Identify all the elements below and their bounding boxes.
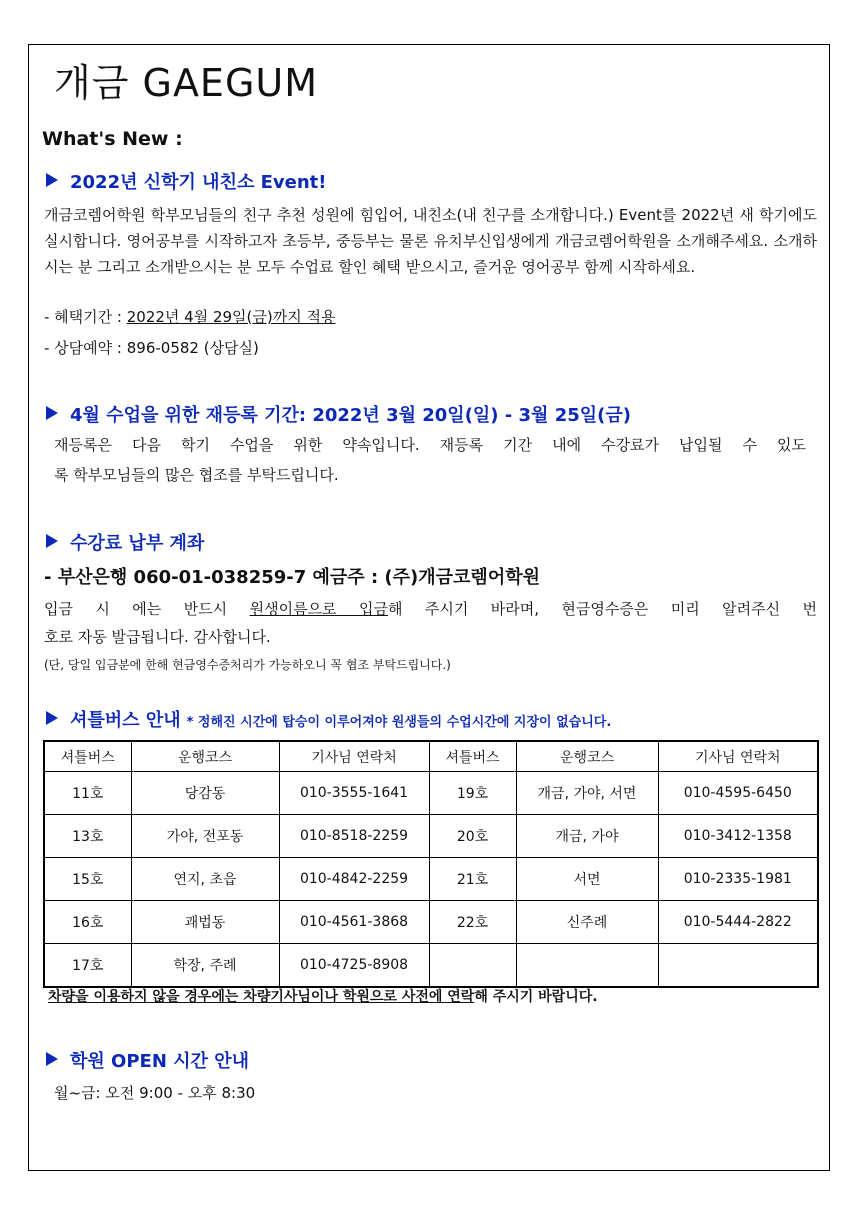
event-period: - 혜택기간 : 2022년 4월 29일(금)까지 적용 <box>44 308 336 326</box>
table-cell: 21호 <box>429 858 516 901</box>
table-cell: 신주례 <box>516 901 658 944</box>
table-cell: 서면 <box>516 858 658 901</box>
table-cell: 16호 <box>44 901 131 944</box>
open-hours-heading-text: 학원 OPEN 시간 안내 <box>70 1051 249 1072</box>
table-cell: 010-4725-8908 <box>279 944 429 988</box>
table-cell: 010-3555-1641 <box>279 772 429 815</box>
payment-note: (단, 당일 입금분에 한해 현금영수증처리가 가능하오니 꼭 협조 부탁드립니다.) <box>44 658 451 672</box>
table-cell: 19호 <box>429 772 516 815</box>
table-cell: 010-3412-1358 <box>658 815 818 858</box>
payment-body: 입금 시 에는 반드시 원생이름으로 입금해 주시기 바라며, 현금영수증은 미리 알려주신 번 <box>44 600 817 618</box>
table-cell: 010-4595-6450 <box>658 772 818 815</box>
table-cell: 010-5444-2822 <box>658 901 818 944</box>
table-row <box>44 901 818 944</box>
event-body-text: 개금코렘어학원 학부모님들의 친구 추천 성원에 힘입어, 내친소(내 친구를 소개합니다.) Event를 2022년 새 학기에도 실시합니다. 영어공부를 시작하고자 초등부, 중등부는 물론 유치부신입생에게 개금코렘어학원을 소개해주세요. 소개하시는 분 그리고 소개받으시는 분 모두 수업료 할인 혜택 받으시고, 즐거운 영어공부 함께 시작하세요. <box>44 206 817 276</box>
table-cell: 15호 <box>44 858 131 901</box>
reregistration-heading-text: 4월 수업을 위한 재등록 기간: 2022년 3월 20일(일) - 3월 25일(금) <box>70 405 631 426</box>
reregistration-heading <box>46 401 631 427</box>
event-contact: - 상담예약 : 896-0582 (상담실) <box>44 339 259 357</box>
table-cell: 17호 <box>44 944 131 988</box>
reregistration-body: 재등록은 다음 학기 수업을 위한 약속입니다. 재등록 기간 내에 수강료가 납입될 수 있도 <box>54 436 806 454</box>
open-hours-heading <box>46 1047 249 1073</box>
table-cell: 010-2335-1981 <box>658 858 818 901</box>
table-cell: 13호 <box>44 815 131 858</box>
whats-new-label: What's New : <box>42 128 183 150</box>
shuttle-heading-text: 셔틀버스 안내 <box>70 710 181 731</box>
table-cell: 010-4842-2259 <box>279 858 429 901</box>
reregistration-body-last: 록 학부모님들의 많은 협조를 부탁드립니다. <box>54 466 339 484</box>
table-row <box>44 944 818 988</box>
shuttle-table <box>43 740 819 988</box>
table-cell: 20호 <box>429 815 516 858</box>
table-cell <box>516 944 658 988</box>
triangle-bullet-icon <box>46 534 58 548</box>
triangle-bullet-icon <box>46 711 58 725</box>
triangle-bullet-icon <box>46 406 58 420</box>
table-cell: 개금, 가야 <box>516 815 658 858</box>
bank-account: - 부산은행 060-01-038259-7 예금주 : (주)개금코렘어학원 <box>44 567 540 588</box>
table-cell: 11호 <box>44 772 131 815</box>
shuttle-note: * 정해진 시간에 탑승이 이루어져야 원생들의 수업시간에 지장이 없습니다. <box>186 715 612 730</box>
table-row <box>44 815 818 858</box>
column-header: 셔틀버스 <box>44 741 131 772</box>
table-cell: 010-8518-2259 <box>279 815 429 858</box>
table-cell <box>658 944 818 988</box>
shuttle-table-header <box>44 741 818 772</box>
table-cell <box>429 944 516 988</box>
table-cell: 학장, 주례 <box>131 944 279 988</box>
event-period-value: 2022년 4월 29일(금)까지 적용 <box>126 308 336 326</box>
event-body <box>44 202 817 280</box>
triangle-bullet-icon <box>46 1052 58 1066</box>
table-cell: 당감동 <box>131 772 279 815</box>
column-header: 운행코스 <box>516 741 658 772</box>
table-cell: 010-4561-3868 <box>279 901 429 944</box>
event-heading-text: 2022년 신학기 내친소 Event! <box>70 172 327 193</box>
shuttle-heading <box>46 706 611 732</box>
table-cell: 괘법동 <box>131 901 279 944</box>
payment-body-underlined: 원생이름으로 입금 <box>249 600 388 618</box>
shuttle-footer-note: 차량을 이용하지 않을 경우에는 차량기사님이나 학원으로 사전에 연락해 주시기 바랍니다. <box>48 989 598 1005</box>
column-header: 셔틀버스 <box>429 741 516 772</box>
column-header: 운행코스 <box>131 741 279 772</box>
table-cell: 개금, 가야, 서면 <box>516 772 658 815</box>
column-header: 기사님 연락처 <box>279 741 429 772</box>
payment-heading <box>46 529 204 555</box>
table-cell: 연지, 초읍 <box>131 858 279 901</box>
page-title: 개금 GAEGUM <box>54 61 318 105</box>
column-header: 기사님 연락처 <box>658 741 818 772</box>
payment-heading-text: 수강료 납부 계좌 <box>70 533 205 554</box>
table-cell: 22호 <box>429 901 516 944</box>
table-row <box>44 858 818 901</box>
payment-body-last: 호로 자동 발급됩니다. 감사합니다. <box>44 628 271 646</box>
table-row <box>44 772 818 815</box>
event-heading <box>46 168 326 194</box>
table-cell: 가야, 전포동 <box>131 815 279 858</box>
open-hours-value: 월~금: 오전 9:00 - 오후 8:30 <box>54 1084 256 1102</box>
triangle-bullet-icon <box>46 173 58 187</box>
